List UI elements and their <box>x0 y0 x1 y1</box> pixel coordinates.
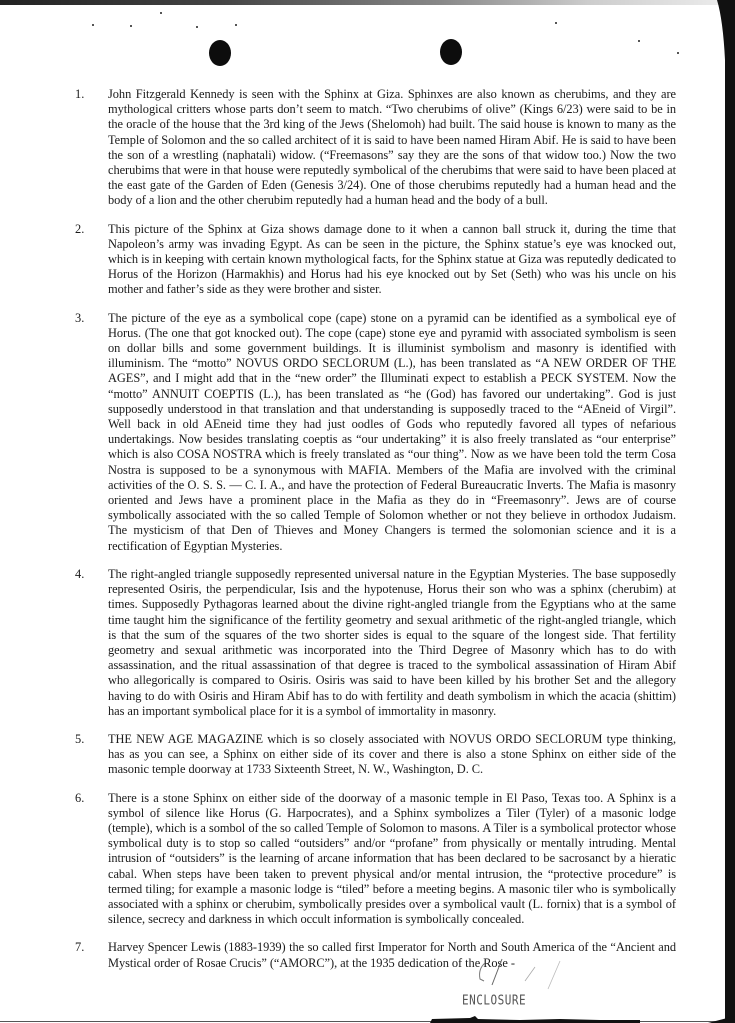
scan-speck <box>130 25 132 27</box>
item-text: THE NEW AGE MAGAZINE which is so closely associated with NOVUS ORDO SECLORUM type thinking, has as you can see, a Sphinx on either side of its cover and there is also a stone Sphinx on either side of the masonic temple doorway at 1733 Sixteenth Street, N. W., Washington, D. C. <box>108 731 676 777</box>
list-item <box>70 732 676 778</box>
item-text: This picture of the Sphinx at Giza shows damage done to it when a cannon ball struck it, during the time that Napoleon’s army was invading Egypt. As can be seen in the picture, the Sphinx statue’s eye was knocked out, which is in keeping with certain known mythological facts, for the Sphinx statue at Giza was reputedly dedicated to Horus of the Horizon (Harmakhis) and Horus had his eye knocked out by Set (Seth) who was his uncle on his mother and father’s side as they were brother and sister. <box>108 221 676 297</box>
scan-speck <box>677 52 679 54</box>
item-number: 7. <box>75 940 85 955</box>
scan-speck <box>638 40 640 42</box>
item-number: 2. <box>75 221 85 236</box>
scan-speck <box>235 24 237 26</box>
scan-speck <box>92 24 94 26</box>
list-item <box>70 567 676 719</box>
item-text: John Fitzgerald Kennedy is seen with the Sphinx at Giza. Sphinxes are also known as cherubims, and they are mythological critters whose parts don’t seem to match. “Two cherubims of olive” (Kings 6/23) were said to be in the oracle of the house that the 3rd king of the Jews (Shelomoh) had built. The said house is known to many as the Temple of Solomon and the so called architect of it is said to have been named Hiram Abif. He is said to have been the son of a wrestling (naphatali) widow. (“Freemasons” say they are the sons of that widow too.) Now the two cherubims that were in that house were reputedly symbolical of the cherubims that were said to have been placed at the east gate of the Garden of Eden (Genesis 3/24). One of those cherubims reputedly had a human head and the body of a lion and the other cherubim reputedly had a human head and the body of a bull. <box>108 87 676 208</box>
item-text: There is a stone Sphinx on either side of the doorway of a masonic temple in El Paso, Texas too. A Sphinx is a symbol of silence like Horus (G. Harpocrates), and a Sphinx symbolizes a Tiler (Tyler) of a masonic lodge (temple), which is a sombol of the so called Temple of Solomon to masons. A Tiler is a symbolical protector whose symbolical duty is to stop so called “outsiders” and/or “profane” from physically or mentally intruding. Mental intrusion of “outsiders” is the learning of arcane information that has been declared to be sacrosanct by a hieratic cabal. When steps have been taken to prevent physical and/or mental intrusion, the “protective procedure” is termed tiling; for example a masonic lodge is “tiled” before a meeting begins. A masonic tiler who is symbolically associated with a sphinx or cherubim, symbolically presides over a symbolical vault (L. fornix) that is a symbol of silence, secrecy and darkness in which occult information is symbolically concealed. <box>108 790 676 927</box>
punch-hole-left <box>209 40 231 66</box>
item-text: Harvey Spencer Lewis (1883-1939) the so called first Imperator for North and South America of the “Ancient and Mystical order of Rosae Crucis” (“AMORC”), at the 1935 dedication of the Rose - <box>108 940 676 970</box>
punch-hole-right <box>440 39 462 65</box>
list-item <box>70 311 676 554</box>
item-number: 6. <box>75 790 85 805</box>
scan-speck <box>196 26 198 28</box>
item-text: The right-angled triangle supposedly represented universal nature in the Egyptian Mysteries. The base supposedly represented Osiris, the perpendicular, Isis and the hypotenuse, Horus their son who was a sphinx (cherubim) at times. Supposedly Pythagoras learned about the divine right-angled triangle from the Egyptians who at the same time taught him the significance of the fertility geometry and sexual arithmetic of the right-angled triangle, which is that the sum of the squares of the two shorter sides is equal to the square of the longest side. That fertility geometry and sexual arithmetic was incorporated into the Third Degree of Masonry which has to do with assassination, and the ritual assassination of that degree is traced to the symbolical assassination of Hiram Abif who allegorically is compared to Osiris. Osiris was said to have been killed by his brother Set and the allegory having to do with Osiris and Hiram Abif has to do with fertility and death symbolism in which the acacia (shittim) has an important symbolical place for it is a symbol of immortality in masonry. <box>108 566 676 718</box>
list-item <box>70 87 676 209</box>
scan-speck <box>160 12 162 14</box>
item-number: 5. <box>75 731 85 746</box>
item-number: 3. <box>75 310 85 325</box>
scan-speck <box>555 22 557 24</box>
item-number: 1. <box>75 87 85 101</box>
scan-edge-top <box>0 0 735 5</box>
item-number: 4. <box>75 566 85 581</box>
enclosure-stamp: ENCLOSURE <box>462 992 527 1009</box>
document-body <box>70 87 676 984</box>
scan-edge-bottom <box>0 1016 735 1023</box>
scan-edge-right <box>707 0 735 1023</box>
item-text: The picture of the eye as a symbolical cope (cape) stone on a pyramid can be identified as a symbolical eye of Horus. (The one that got knocked out). The cope (cape) stone eye and pyramid with associated symbolism is seen on dollar bills and some government buildings. It is illuminist symbolism and masonry is identified with illuminism. The “motto” NOVUS ORDO SECLORUM (L.), has been translated as “A NEW ORDER OF THE AGES”, and I might add that in the “new order” the Illuminati expect to establish a PECK SYSTEM. Now the “motto” ANNUIT COEPTIS (L.), has been translated as “he (God) has favored our undertaking”. God is just supposedly understood in that translation and that understanding is supposedly traced to the “AEneid of Virgil”. Well back in old AEneid time they had just oodles of Gods who reputedly favored all types of nefarious undertakings. Now besides translating coeptis as “our undertaking” it is also freely translated as “our enterprise” which is also COSA NOSTRA which is freely translated as “our thing”. Now as we have been told the term Cosa Nostra is supposed to be a synonymous with MAFIA. Members of the Mafia are involved with the criminal activities of the O. S. S. — C. I. A., and have the protection of Federal Bureaucratic Inverts. The Mafia is masonry oriented and Jews have a prominent place in the Mafia as they do in “Freemasonry”. Jews are of course symbolically associated with the so called Temple of Solomon whether or not they believe in orthodox Judaism. The mysticism of that Den of Thieves and Money Changers is termed the solomonian science and it is a rectification of Egyptian Mysteries. <box>108 310 676 553</box>
list-item <box>70 791 676 928</box>
list-item <box>70 940 676 970</box>
list-item <box>70 222 676 298</box>
